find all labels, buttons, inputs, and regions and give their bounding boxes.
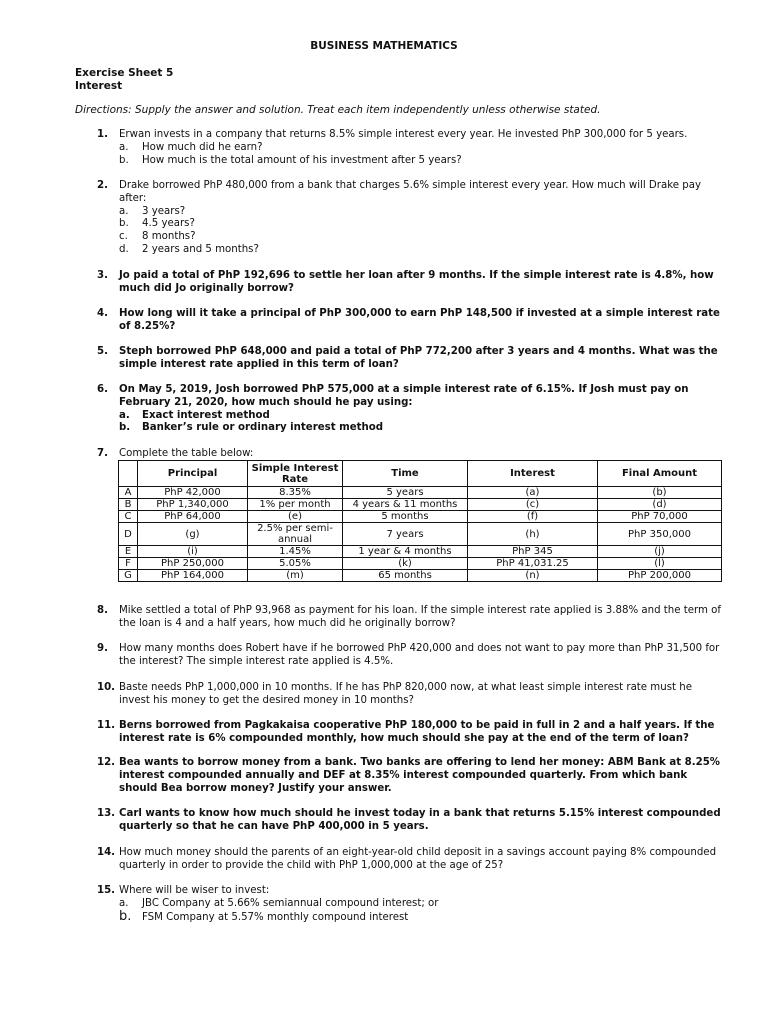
header-row-label bbox=[119, 461, 138, 487]
question-11 bbox=[97, 720, 722, 746]
cell-rate: (m) bbox=[248, 570, 343, 582]
question-text: Erwan invests in a company that returns 8.5% simple interest every year. He invested PhP 300,000 for 5 years. bbox=[119, 129, 688, 140]
question-text: On May 5, 2019, Josh borrowed PhP 575,000 at a simple interest rate of 6.15%. If Josh must pay on February 21, 2020, how much should he pay using: bbox=[119, 384, 689, 408]
question-5 bbox=[97, 346, 722, 372]
header-rate: Simple Interest Rate bbox=[248, 461, 343, 487]
table-row bbox=[119, 487, 722, 499]
header-time: Time bbox=[343, 461, 468, 487]
question-text: Bea wants to borrow money from a bank. Two banks are offering to lend her money: ABM Bank at 8.25% interest compounded annually and DEF at 8.35% interest compounded quarterly. From which bank should Bea borrow money? Justify your answer. bbox=[119, 757, 721, 794]
sub-item: b. How much is the total amount of his investment after 5 years? bbox=[119, 154, 462, 166]
cell-final-amount: PhP 200,000 bbox=[598, 570, 722, 582]
table-row bbox=[119, 546, 722, 558]
cell-interest: (n) bbox=[468, 570, 598, 582]
cell-principal: PhP 250,000 bbox=[138, 558, 248, 570]
question-12 bbox=[97, 757, 722, 795]
question-text: Complete the table below: bbox=[119, 448, 254, 459]
question-number: 1. bbox=[97, 129, 108, 140]
question-14 bbox=[97, 847, 722, 873]
table-header-row bbox=[119, 461, 722, 487]
cell-rate: 8.35% bbox=[248, 487, 343, 499]
question-text: Berns borrowed from Pagkakaisa cooperative PhP 180,000 to be paid in full in 2 and a half years. If the interest rate is 6% compounded monthly, how much should she pay at the end of the term of loan? bbox=[119, 720, 715, 744]
question-number: 2. bbox=[97, 180, 108, 191]
cell-final-amount: (b) bbox=[598, 487, 722, 499]
cell-final-amount: (j) bbox=[598, 546, 722, 558]
sheet-heading bbox=[75, 67, 173, 93]
cell-rate: (e) bbox=[248, 511, 343, 523]
cell-final-amount: PhP 350,000 bbox=[598, 523, 722, 546]
sub-item: b. Banker’s rule or ordinary interest method bbox=[119, 422, 384, 434]
sub-item: a. 3 years? bbox=[119, 205, 186, 217]
question-number: 14. bbox=[97, 847, 116, 858]
row-label: C bbox=[119, 511, 138, 523]
header-principal: Principal bbox=[138, 461, 248, 487]
question-number: 13. bbox=[97, 808, 116, 819]
question-3 bbox=[97, 270, 722, 296]
question-text: How many months does Robert have if he borrowed PhP 420,000 and does not want to pay more than PhP 31,500 for the interest? The simple interest rate applied is 4.5%. bbox=[119, 643, 720, 667]
header-final-amount: Final Amount bbox=[598, 461, 722, 487]
question-number: 4. bbox=[97, 308, 108, 319]
cell-time: 7 years bbox=[343, 523, 468, 546]
question-number: 5. bbox=[97, 346, 108, 357]
question-text: How much money should the parents of an eight-year-old child deposit in a savings account paying 8% compounded quarterly in order to provide the child with PhP 1,000,000 at the age of 25? bbox=[119, 847, 717, 871]
question-number: 15. bbox=[97, 885, 116, 896]
cell-principal: PhP 164,000 bbox=[138, 570, 248, 582]
cell-principal: PhP 64,000 bbox=[138, 511, 248, 523]
sub-item: a. How much did he earn? bbox=[119, 141, 263, 153]
question-number: 12. bbox=[97, 757, 116, 768]
cell-interest: PhP 345 bbox=[468, 546, 598, 558]
directions: Directions: Supply the answer and solution. Treat each item independently unless otherwise stated. bbox=[75, 104, 601, 116]
cell-time: 5 months bbox=[343, 511, 468, 523]
row-label: D bbox=[119, 523, 138, 546]
sub-item: a. Exact interest method bbox=[119, 409, 270, 421]
table-row bbox=[119, 523, 722, 546]
cell-time: (k) bbox=[343, 558, 468, 570]
cell-time: 5 years bbox=[343, 487, 468, 499]
cell-time: 65 months bbox=[343, 570, 468, 582]
question-number: 6. bbox=[97, 384, 108, 395]
sub-item: d. 2 years and 5 months? bbox=[119, 243, 259, 255]
cell-rate: 2.5% per semi-annual bbox=[248, 523, 343, 546]
cell-rate: 1.45% bbox=[248, 546, 343, 558]
cell-interest: (a) bbox=[468, 487, 598, 499]
cell-final-amount: (d) bbox=[598, 499, 722, 511]
row-label: B bbox=[119, 499, 138, 511]
question-6 bbox=[97, 384, 722, 435]
question-number: 11. bbox=[97, 720, 116, 731]
question-2 bbox=[97, 180, 722, 257]
interest-table bbox=[118, 460, 722, 582]
question-15 bbox=[97, 885, 722, 924]
table-row bbox=[119, 558, 722, 570]
cell-rate: 5.05% bbox=[248, 558, 343, 570]
question-number: 10. bbox=[97, 682, 116, 693]
cell-interest: PhP 41,031.25 bbox=[468, 558, 598, 570]
cell-time: 1 year & 4 months bbox=[343, 546, 468, 558]
cell-principal: PhP 1,340,000 bbox=[138, 499, 248, 511]
sheet-number: Exercise Sheet 5 bbox=[75, 67, 174, 79]
cell-interest: (f) bbox=[468, 511, 598, 523]
question-13 bbox=[97, 808, 722, 834]
document-title: BUSINESS MATHEMATICS bbox=[310, 40, 458, 52]
row-label: A bbox=[119, 487, 138, 499]
cell-interest: (h) bbox=[468, 523, 598, 546]
question-text: How long will it take a principal of PhP 300,000 to earn PhP 148,500 if invested at a simple interest rate of 8.25%? bbox=[119, 308, 720, 332]
question-number: 9. bbox=[97, 643, 108, 654]
row-label: E bbox=[119, 546, 138, 558]
question-text: Drake borrowed PhP 480,000 from a bank that charges 5.6% simple interest every year. How much will Drake pay after: bbox=[119, 180, 701, 204]
sheet-topic: Interest bbox=[75, 80, 123, 92]
question-text: Mike settled a total of PhP 93,968 as payment for his loan. If the simple interest rate applied is 3.88% and the term of the loan is 4 and a half years, how much did he originally borrow? bbox=[119, 605, 722, 629]
cell-final-amount: (l) bbox=[598, 558, 722, 570]
table-row bbox=[119, 511, 722, 523]
question-number: 7. bbox=[97, 448, 108, 459]
header-interest: Interest bbox=[468, 461, 598, 487]
question-text: Baste needs PhP 1,000,000 in 10 months. If he has PhP 820,000 now, at what least simple interest rate must he invest his money to get the desired money in 10 months? bbox=[119, 682, 692, 706]
question-text: Where will be wiser to invest: bbox=[119, 885, 270, 896]
cell-principal: (g) bbox=[138, 523, 248, 546]
question-7 bbox=[97, 448, 722, 461]
cell-final-amount: PhP 70,000 bbox=[598, 511, 722, 523]
question-10 bbox=[97, 682, 722, 708]
question-9 bbox=[97, 643, 722, 669]
table-row bbox=[119, 499, 722, 511]
cell-principal: (i) bbox=[138, 546, 248, 558]
sub-item: a. JBC Company at 5.66% semiannual compound interest; or bbox=[119, 897, 439, 909]
cell-time: 4 years & 11 months bbox=[343, 499, 468, 511]
question-text: Steph borrowed PhP 648,000 and paid a total of PhP 772,200 after 3 years and 4 months. What was the simple interest rate applied in this term of loan? bbox=[119, 346, 718, 370]
question-number: 3. bbox=[97, 270, 108, 281]
cell-rate: 1% per month bbox=[248, 499, 343, 511]
question-number: 8. bbox=[97, 605, 108, 616]
cell-principal: PhP 42,000 bbox=[138, 487, 248, 499]
question-text: Jo paid a total of PhP 192,696 to settle her loan after 9 months. If the simple interest rate is 4.8%, how much did Jo originally borrow? bbox=[119, 270, 714, 294]
sub-item: b. 4.5 years? bbox=[119, 218, 195, 230]
question-1 bbox=[97, 129, 722, 167]
table-row bbox=[119, 570, 722, 582]
cell-interest: (c) bbox=[468, 499, 598, 511]
sub-item: b. FSM Company at 5.57% monthly compound interest bbox=[119, 908, 409, 924]
question-8 bbox=[97, 605, 722, 631]
sub-item: c. 8 months? bbox=[119, 231, 196, 243]
row-label: F bbox=[119, 558, 138, 570]
question-text: Carl wants to know how much should he invest today in a bank that returns 5.15% interest compounded quarterly so that he can have PhP 400,000 in 5 years. bbox=[119, 808, 721, 832]
question-4 bbox=[97, 308, 722, 334]
row-label: G bbox=[119, 570, 138, 582]
